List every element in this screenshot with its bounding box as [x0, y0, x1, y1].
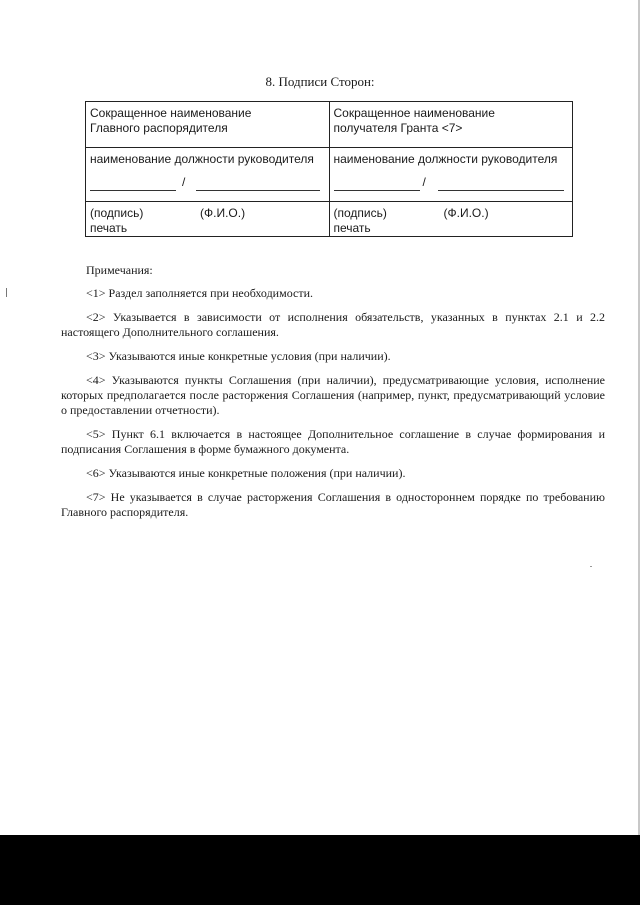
table-row [86, 202, 573, 237]
scan-speck [590, 566, 592, 567]
table-row [86, 102, 573, 148]
grantor-signature-line [90, 190, 176, 191]
grantor-signature-label: (подпись) [90, 206, 144, 220]
recipient-name-line-1: Сокращенное наименование [333, 106, 495, 120]
recipient-fio-label: (Ф.И.О.) [443, 206, 489, 220]
recipient-signature-labels [334, 206, 568, 221]
note-5: <5> Пункт 6.1 включается в настоящее Дополнительное соглашение в случае формирования и подписания Соглашения в форме бумажного документа. [61, 427, 605, 456]
note-1: <1> Раздел заполняется при необходимости. [86, 286, 313, 300]
recipient-signature-label: (подпись) [333, 206, 387, 220]
recipient-name-line-2: получателя Гранта <7> [333, 121, 463, 135]
recipient-signature-line [334, 190, 420, 191]
scan-margin-mark [6, 288, 7, 297]
notes-section [61, 263, 605, 529]
section-title: 8. Подписи Сторон: [265, 74, 375, 89]
grantor-signature-cell [86, 202, 330, 237]
scan-bottom-border [0, 835, 640, 905]
signatures-table [85, 101, 573, 237]
grantor-signature-labels [90, 206, 324, 221]
recipient-name-line [438, 190, 564, 191]
grantor-name-line-2: Главного распорядителя [90, 121, 228, 135]
grantor-name-line-1: Сокращенное наименование [90, 106, 252, 120]
notes-heading: Примечания: [86, 263, 153, 277]
grantor-name-cell [86, 102, 330, 148]
recipient-position-cell [329, 148, 573, 202]
grantor-slash: / [182, 175, 186, 189]
recipient-name-cell [329, 102, 573, 148]
grantor-stamp-label: печать [90, 221, 128, 235]
recipient-slash: / [422, 175, 426, 189]
note-4: <4> Указываются пункты Соглашения (при наличии), предусматривающие условия, исполнение которых предполагается после расторжения Соглашения (например, пункт, предусматривающий условие о предоставлении отчетности). [61, 373, 605, 417]
recipient-position-label: наименование должности руководителя [333, 152, 558, 166]
grantor-position-label: наименование должности руководителя [90, 152, 314, 166]
grantor-position-cell [86, 148, 330, 202]
note-7: <7> Не указывается в случае расторжения Соглашения в одностороннем порядке по требованию Главного распорядителя. [61, 490, 605, 519]
note-2: <2> Указывается в зависимости от исполнения обязательств, указанных в пунктах 2.1 и 2.2 настоящего Дополнительного соглашения. [61, 310, 605, 339]
table-row [86, 148, 573, 202]
recipient-stamp-label: печать [333, 221, 371, 235]
note-3: <3> Указываются иные конкретные условия (при наличии). [86, 349, 391, 363]
grantor-fio-label: (Ф.И.О.) [200, 206, 246, 220]
recipient-signature-cell [329, 202, 573, 237]
note-6: <6> Указываются иные конкретные положения (при наличии). [86, 466, 406, 480]
grantor-name-line [196, 190, 320, 191]
